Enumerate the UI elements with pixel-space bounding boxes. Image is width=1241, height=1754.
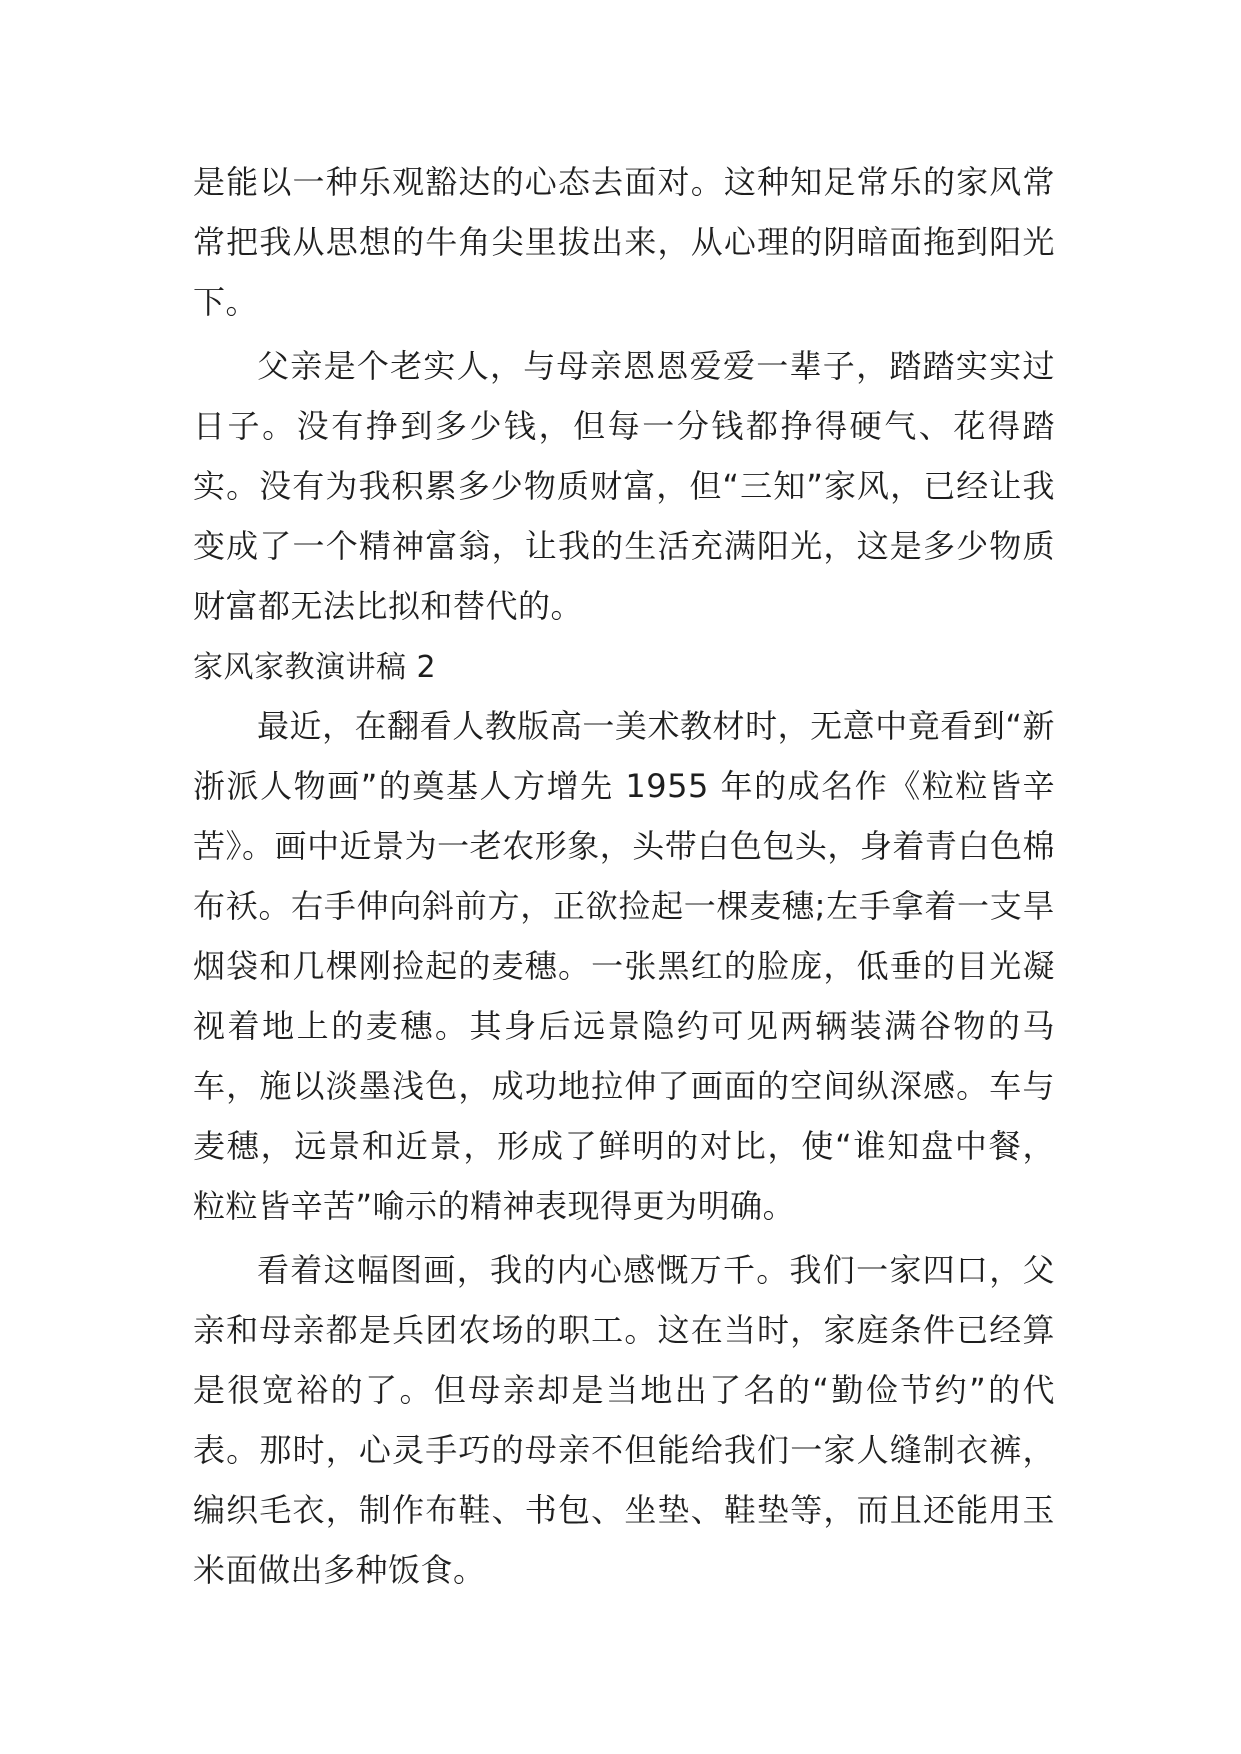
paragraph: 父亲是个老实人，与母亲恩恩爱爱一辈子，踏踏实实过日子。没有挣到多少钱，但每一分钱都挣得硬气、花得踏实。没有为我积累多少物质财富，但“三知”家风，已经让我变成了一个精神富翁，让我的生活充满阳光，这是多少物质财富都无法比拟和替代的。 <box>193 347 1055 625</box>
section-title: 家风家教演讲稿 2 <box>193 650 437 685</box>
paragraph: 是能以一种乐观豁达的心态去面对。这种知足常乐的家风常常把我从思想的牛角尖里拔出来，从心理的阴暗面拖到阳光下。 <box>193 163 1055 321</box>
paragraph: 最近，在翻看人教版高一美术教材时，无意中竟看到“新浙派人物画”的奠基人方增先 1955 年的成名作《粒粒皆辛苦》。画中近景为一老农形象，头带白色包头，身着青白色棉布袄。右手伸向斜前方，正欲捡起一棵麦穗;左手拿着一支旱烟袋和几棵刚捡起的麦穗。一张黑红的脸庞，低垂的目光凝视着地上的麦穗。其身后远景隐约可见两辆装满谷物的马车，施以淡墨浅色，成功地拉伸了画面的空间纵深感。车与麦穗，远景和近景，形成了鲜明的对比，使“谁知盘中餐，粒粒皆辛苦”喻示的精神表现得更为明确。 <box>193 707 1055 1225</box>
document-page <box>193 152 1055 1604</box>
paragraph: 看着这幅图画，我的内心感慨万千。我们一家四口，父亲和母亲都是兵团农场的职工。这在当时，家庭条件已经算是很宽裕的了。但母亲却是当地出了名的“勤俭节约”的代表。那时，心灵手巧的母亲不但能给我们一家人缝制衣裤，编织毛衣，制作布鞋、书包、坐垫、鞋垫等，而且还能用玉米面做出多种饭食。 <box>193 1251 1055 1589</box>
